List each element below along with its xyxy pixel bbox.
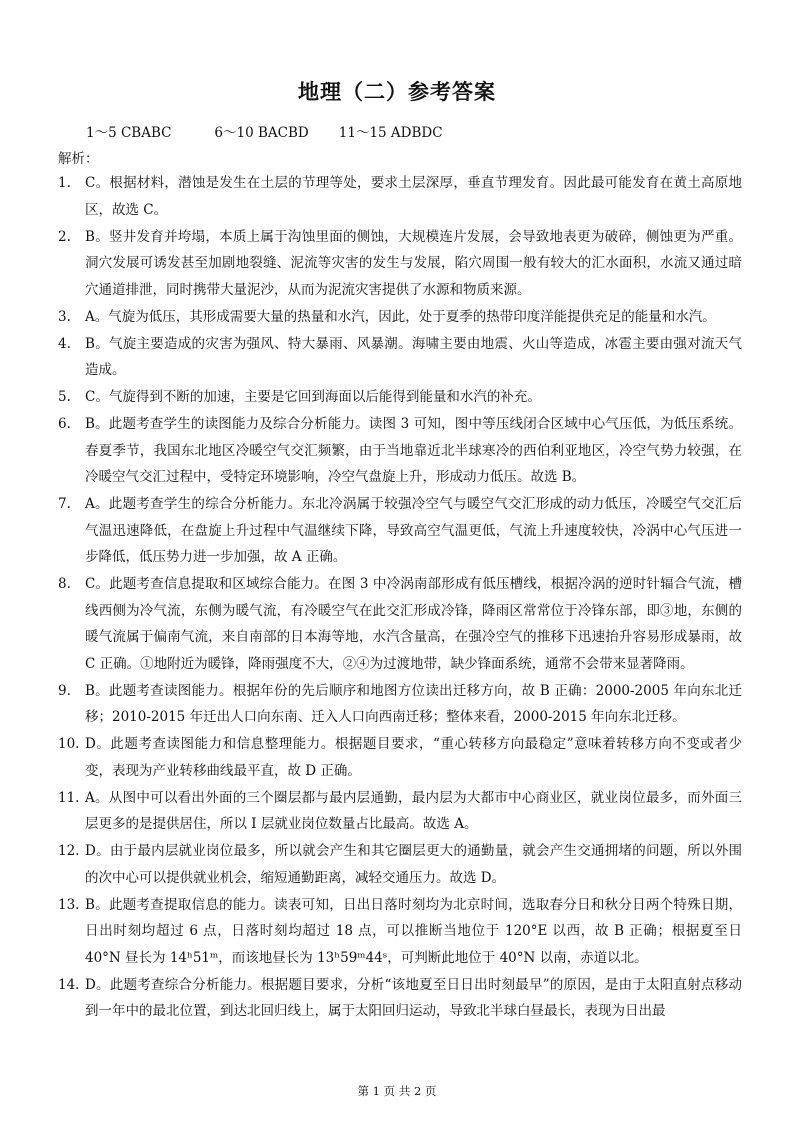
analysis-item (58, 571, 742, 677)
analysis-item (58, 972, 742, 1025)
item-text: A。气旋为低压，其形成需要大量的热量和水汽，因此，处于夏季的热带印度洋能提供充足的能量和水汽。 (85, 308, 716, 325)
item-text: B。气旋主要造成的灾害为强风、特大暴雨、风暴潮。海啸主要由地震、火山等造成，冰雹主要由强对流天气造成。 (85, 335, 742, 378)
item-text: B。此题考查提取信息的能力。读表可知，日出日落时刻均为北京时间，选取春分日和秋分日两个特殊日期，日出时刻均超过 6 点，日落时刻均超过 18 点，可以推断当地位于 120°E 以西，故 B 正确；根据夏至日 40°N 昼长为 14ʰ51ᵐ，而该地昼长为 13ʰ59ᵐ44ˢ，可判断此地位于 40°N 以南，赤道以北。 (85, 896, 742, 966)
item-text: A。此题考查学生的综合分析能力。东北冷涡属于较强冷空气与暖空气交汇形成的动力低压，冷暖空气交汇后气温迅速降低，在盘旋上升过程中气温继续下降，导致高空气温更低，气流上升速度较快，冷涡中心气压进一步降低，低压势力进一步加强，故 A 正确。 (85, 496, 742, 565)
analysis-item (58, 170, 742, 223)
item-text: B。竖井发育并垮塌，本质上属于沟蚀里面的侧蚀，大规模连片发展，会导致地表更为破碎，侧蚀更为严重。洞穴发展可诱发甚至加剧地裂缝、泥流等灾害的发生与发展，陷穴周围一般有较大的汇水面积，水流又通过暗穴通道排泄，同时携带大量泥沙，从而为泥流灾害提供了水源和物质来源。 (85, 228, 742, 298)
item-number: 3. (58, 308, 71, 325)
analysis-item (58, 838, 742, 891)
page-title: 地理（二）参考答案 (298, 80, 496, 104)
analysis-item (58, 304, 742, 331)
item-number: 5. (58, 389, 71, 405)
analysis-item (58, 331, 742, 384)
item-number: 12. (58, 843, 80, 859)
item-text: C。此题考查信息提取和区域综合能力。在图 3 中冷涡南部形成有低压槽线，根据冷涡的逆时针辐合气流，槽线西侧为冷气流，东侧为暖气流，有冷暖空气在此交汇形成冷锋，降雨区常常位于冷锋东部，即③地，东侧的暖气流属于偏南气流，来自南部的日本海等地，水汽含量高，在强冷空气的推移下迅速抬升容易形成暴雨，故 C 正确。①地附近为暖锋，降雨强度不大，②④为过渡地带，缺少锋面系统，通常不会带来显著降雨。 (85, 576, 742, 672)
analysis-item (58, 892, 742, 972)
item-text: D。由于最内层就业岗位最多，所以就会产生和其它圈层更大的通勤量，就会产生交通拥堵的问题，所以外围的次中心可以提供就业机会，缩短通勤距离，减轻交通压力。故选 D。 (85, 843, 742, 886)
item-number: 14. (58, 976, 80, 993)
answer-group-1: 1～5 CBABC (86, 125, 172, 141)
item-text: A。从图中可以看出外面的三个圈层都与最内层通勤，最内层为大都市中心商业区，就业岗位最多，而外面三层更多的是提供居住，所以 I 层就业岗位数量占比最高。故选 A。 (85, 789, 742, 832)
item-number: 2. (58, 228, 71, 245)
analysis-item (58, 731, 742, 784)
analysis-label: 解析： (58, 151, 99, 167)
item-number: 4. (58, 335, 71, 352)
analysis-item (58, 224, 742, 304)
answer-group-2: 6～10 BACBD (214, 125, 309, 141)
item-number: 10. (58, 736, 80, 752)
item-number: 7. (58, 496, 71, 512)
item-number: 6. (58, 416, 71, 432)
analysis-list (58, 170, 742, 1025)
item-number: 1. (58, 175, 71, 191)
analysis-item (58, 384, 742, 411)
analysis-item (58, 785, 742, 838)
answer-group-3: 11～15 ADBDC (338, 125, 443, 141)
analysis-item (58, 491, 742, 571)
item-text: D。此题考查读图能力和信息整理能力。根据题目要求，“重心转移方向最稳定”意味着转移方向不变或者少变，表现为产业转移曲线最平直，故 D 正确。 (85, 736, 742, 779)
item-number: 13. (58, 896, 80, 913)
item-text: B。此题考查读图能力。根据年份的先后顺序和地图方位读出迁移方向，故 B 正确：2000-2005 年向东北迁移；2010-2015 年迁出人口向东南、迁入人口向西南迁移；整体来看，2000-2015 年向东北迁移。 (85, 682, 742, 725)
analysis-item (58, 411, 742, 491)
item-text: D。此题考查综合分析能力。根据题目要求，分析“该地夏至日日出时刻最早”的原因，是由于太阳直射点移动到一年中的最北位置，到达北回归线上，属于太阳回归运动，导致北半球白昼最长，表现为日出最 (85, 976, 742, 1019)
item-text: C。根据材料，潜蚀是发生在土层的节理等处，要求土层深厚，垂直节理发育。因此最可能发育在黄土高原地区，故选 C。 (85, 175, 742, 218)
answer-key (86, 121, 443, 141)
item-number: 11. (58, 789, 80, 806)
analysis-item (58, 678, 742, 731)
item-number: 9. (58, 682, 71, 699)
item-text: C。气旋得到不断的加速，主要是它回到海面以后能得到能量和水汽的补充。 (85, 389, 541, 405)
item-text: B。此题考查学生的读图能力及综合分析能力。读图 3 可知，图中等压线闭合区域中心气压低，为低压系统。春夏季节，我国东北地区冷暖空气交汇频繁，由于当地靠近北半球寒冷的西伯利亚地区，冷空气势力较强，在冷暖空气交汇过程中，受特定环境影响，冷空气盘旋上升，形成动力低压。故选 B。 (85, 416, 742, 485)
item-number: 8. (58, 576, 71, 592)
page-footer: 第 1 页 共 2 页 (357, 1084, 437, 1098)
